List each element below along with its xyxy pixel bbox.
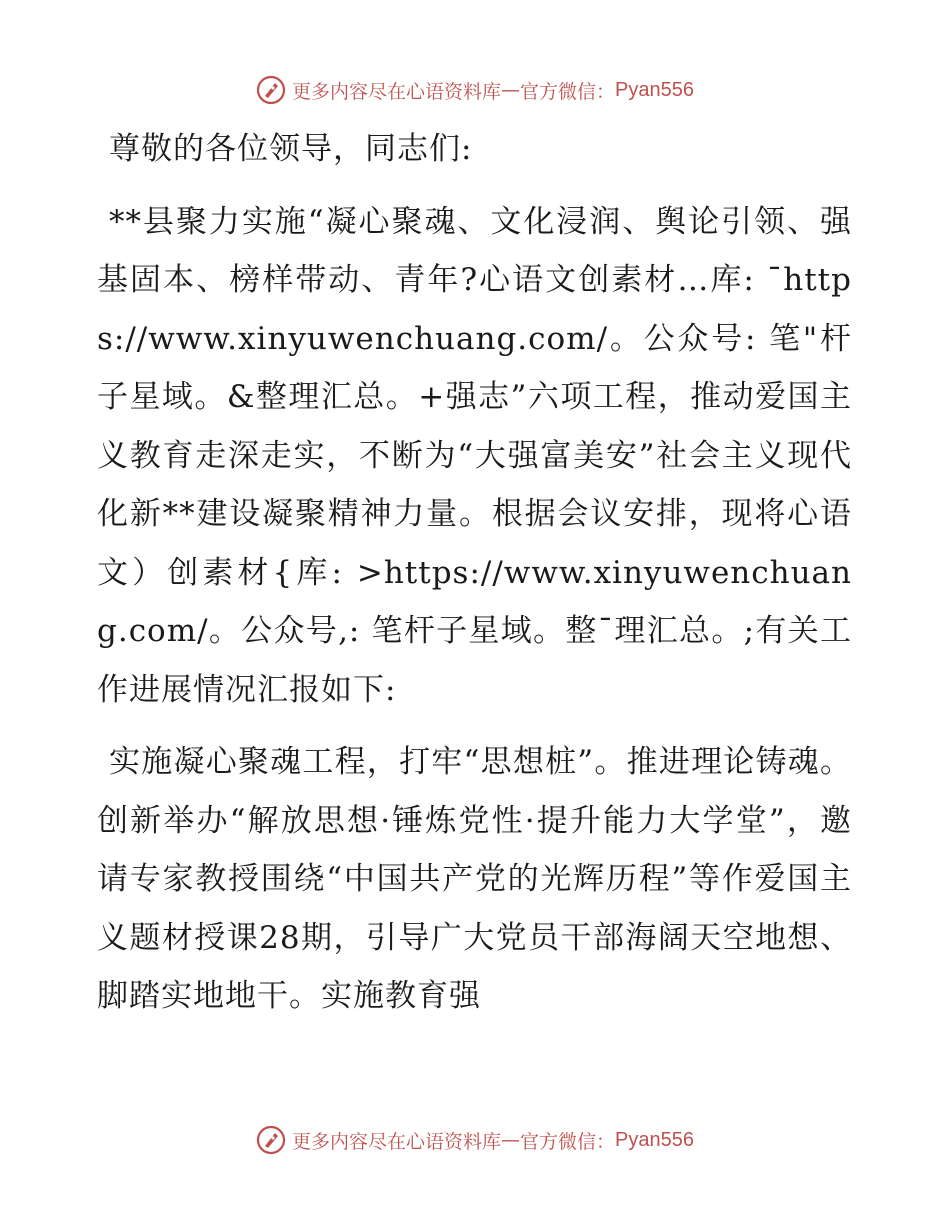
footer-banner [0,1120,950,1160]
document-body [97,120,852,1026]
banner-wechat-id: Pyan556 [615,78,694,101]
banner-dash: — [501,79,521,101]
paragraph-section-one: 实施凝心聚魂工程，打牢“思想桩”。推进理论铸魂。创新举办“解放思想·锤炼党性·提升能力大学堂”，邀请专家教授围绕“中国共产党的光辉历程”等作爱国主义题材授课28期，引导广大党员干部海阔天空地想、脚踏实地地干。实施教育强 [97,744,852,1014]
banner-official-label: 官方微信： [520,1130,616,1153]
pen-nib-logo-icon [256,1125,286,1155]
greeting-line: 尊敬的各位领导，同志们: [109,131,473,167]
header-banner [0,70,950,110]
paragraph-intro: **县聚力实施“凝心聚魂、文化浸润、舆论引领、强基固本、榜样带动、青年?心语文创素材…库: ¯https://www.xinyuwenchuang.com/。公众号: 笔"杆子星域。&整理汇总。+强志”六项工程，推动爱国主义教育走深走实，不断为“大强富美安”社会主义现代化新**建设凝聚精神力量。根据会议安排，现将心语文）创素材{库: >https://www.xinyuwenchuang.com/。公众号,: 笔杆子星域。整¯理汇总。;有关工作进展情况汇报如下: [97,203,852,708]
pen-nib-logo-icon [256,75,286,105]
banner-brand-text: 更多内容尽在心语资料库 [292,1130,502,1153]
banner-brand-text: 更多内容尽在心语资料库 [292,80,502,103]
banner-official-label: 官方微信： [520,80,616,103]
banner-dash: — [501,1129,521,1151]
banner-wechat-id: Pyan556 [615,1128,694,1151]
